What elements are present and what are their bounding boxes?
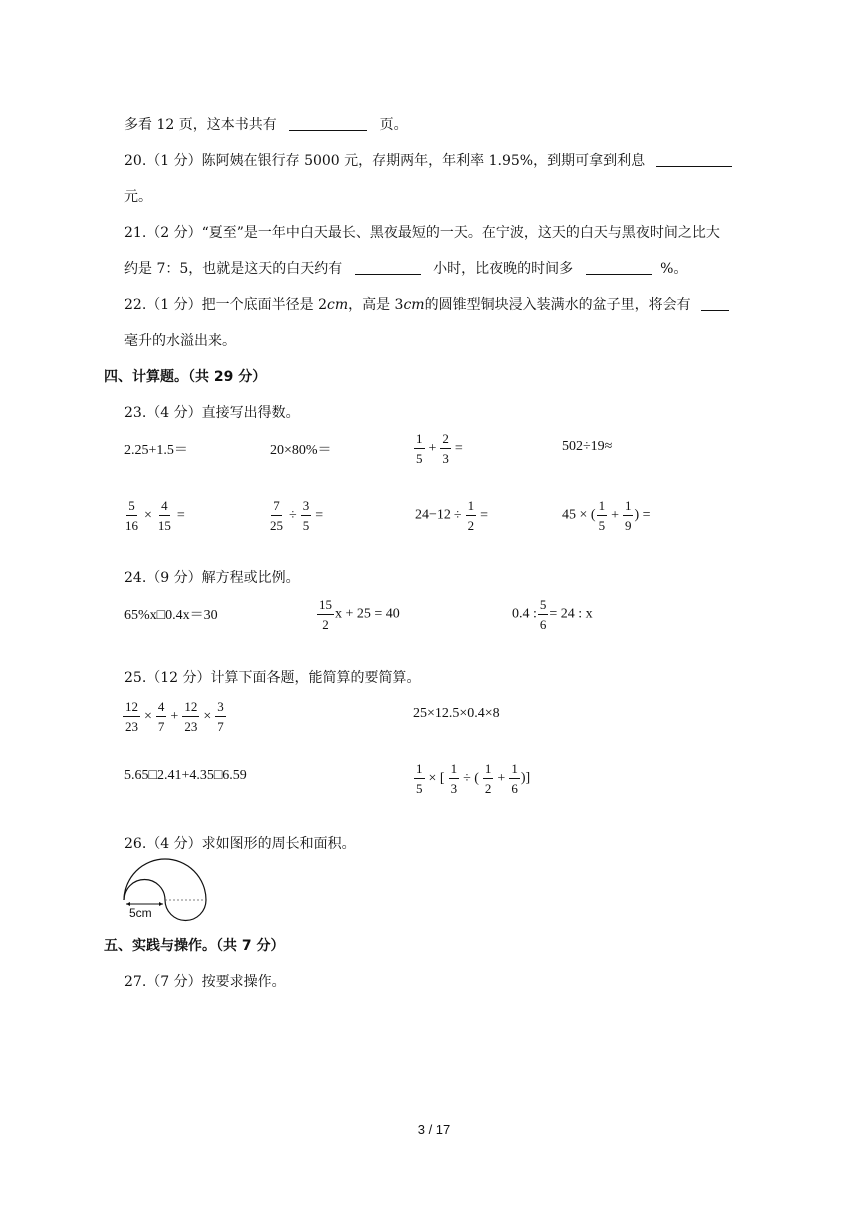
fraction: $\frac{4}{15}$: [157, 498, 171, 533]
expression: $\frac{1}{5}$ × [ $\frac{1}{3}$ ÷ ( $\frac{1}{2}$ + $\frac{1}{6}$ )]: [416, 761, 531, 796]
question-23-title: 23.（4 分）直接写出得数。: [124, 405, 300, 421]
expression: $\frac{5}{16}$ × $\frac{4}{15}$ =: [125, 498, 185, 533]
expression: 25×12.5×0.4×8: [413, 706, 500, 721]
answer-blank[interactable]: [355, 260, 421, 275]
fraction: $\frac{4}{7}$: [157, 699, 165, 734]
q21-suffix: %。: [660, 261, 688, 277]
answer-blank[interactable]: [656, 152, 732, 167]
fraction: $\frac{1}{2}$: [467, 498, 475, 533]
fraction: $\frac{1}{5}$: [416, 431, 423, 466]
fraction: $\frac{1}{5}$: [416, 761, 423, 796]
question-19-tail: [124, 114, 408, 134]
expression: $\frac{12}{23}$ × $\frac{4}{7}$ + $\frac{12}{23}$ × $\frac{3}{7}$: [125, 699, 224, 734]
fraction: $\frac{15}{2}$: [319, 597, 332, 632]
q21-text: 约是 7：5，也就是这天的白天约有: [124, 261, 343, 277]
section-heading: 四、计算题。（共 29 分）: [104, 369, 267, 385]
fraction: $\frac{1}{5}$: [598, 498, 606, 533]
expression: 2.25+1.5＝: [124, 443, 188, 458]
expression: 502÷19≈: [562, 439, 613, 454]
q21-line2: [124, 258, 687, 278]
q19-suffix: 页。: [379, 117, 408, 133]
fraction: $\frac{1}{9}$: [624, 498, 632, 533]
answer-blank[interactable]: [701, 296, 729, 311]
expression: 20×80%＝: [270, 443, 332, 458]
answer-blank[interactable]: [289, 116, 367, 131]
q22-unit: cm: [326, 297, 349, 313]
question-25-title: 25.（12 分）计算下面各题，能简算的要简算。: [124, 670, 421, 686]
question-26-title: 26.（4 分）求如图形的周长和面积。: [124, 836, 356, 852]
question-27-title: 27.（7 分）按要求操作。: [124, 974, 286, 990]
fraction: $\frac{12}{23}$: [125, 699, 138, 734]
page-number: 3 / 17: [417, 1122, 451, 1137]
equation: 65%x□0.4x＝30: [124, 608, 218, 623]
fraction: $\frac{3}{7}$: [217, 699, 224, 734]
fraction: $\frac{1}{6}$: [511, 761, 518, 796]
equation: 0.4 : $\frac{5}{6}$ = 24 : x: [512, 597, 593, 632]
question-20: [124, 150, 732, 170]
expression: $\frac{1}{5}$ + $\frac{2}{3}$ =: [416, 431, 463, 466]
q22-text-mid: ，高是 3: [348, 297, 404, 313]
q22-text-post: 的圆锥型铜块浸入装满水的盆子里，将会有: [424, 297, 691, 313]
expression: 5.65□2.41+4.35□6.59: [124, 768, 247, 783]
question-21: 21.（2 分）“夏至”是一年中白天最长、黑夜最短的一天。在宁波，这天的白天与黑夜时间之比大: [124, 225, 720, 241]
answer-blank[interactable]: [586, 260, 652, 275]
fraction: $\frac{5}{16}$: [125, 498, 138, 533]
expression: 24−12 ÷ $\frac{1}{2}$ =: [415, 498, 488, 533]
q22-line2: 毫升的水溢出来。: [124, 333, 236, 349]
fraction: $\frac{7}{25}$: [270, 498, 283, 533]
expression: 45 × ( $\frac{1}{5}$ + $\frac{1}{9}$ ) =: [562, 498, 651, 533]
dimension-label: 5cm: [129, 906, 152, 920]
question-22: [124, 294, 729, 314]
q22-unit: cm: [403, 297, 425, 313]
fraction: $\frac{3}{5}$: [302, 498, 310, 533]
question-24-title: 24.（9 分）解方程或比例。: [124, 570, 300, 586]
equation: $\frac{15}{2}$ x + 25 = 40: [319, 597, 400, 632]
fraction: $\frac{2}{3}$: [442, 431, 449, 466]
expression: $\frac{7}{25}$ ÷ $\frac{3}{5}$ =: [270, 498, 324, 533]
fraction: $\frac{5}{6}$: [539, 597, 547, 632]
fraction: $\frac{1}{2}$: [484, 761, 492, 796]
q22-text: 22.（1 分）把一个底面半径是 2: [124, 297, 327, 313]
section-heading: 五、实践与操作。（共 7 分）: [104, 938, 285, 954]
q20-line2: 元。: [124, 189, 152, 205]
q21-text-mid: 小时，比夜晚的时间多: [433, 261, 574, 277]
fraction: $\frac{1}{3}$: [450, 761, 458, 796]
q19-text: 多看 12 页，这本书共有: [124, 117, 277, 133]
fraction: $\frac{12}{23}$: [184, 699, 198, 734]
q20-text: 20.（1 分）陈阿姨在银行存 5000 元，存期两年，年利率 1.95%，到期可拿到利息: [124, 153, 646, 169]
